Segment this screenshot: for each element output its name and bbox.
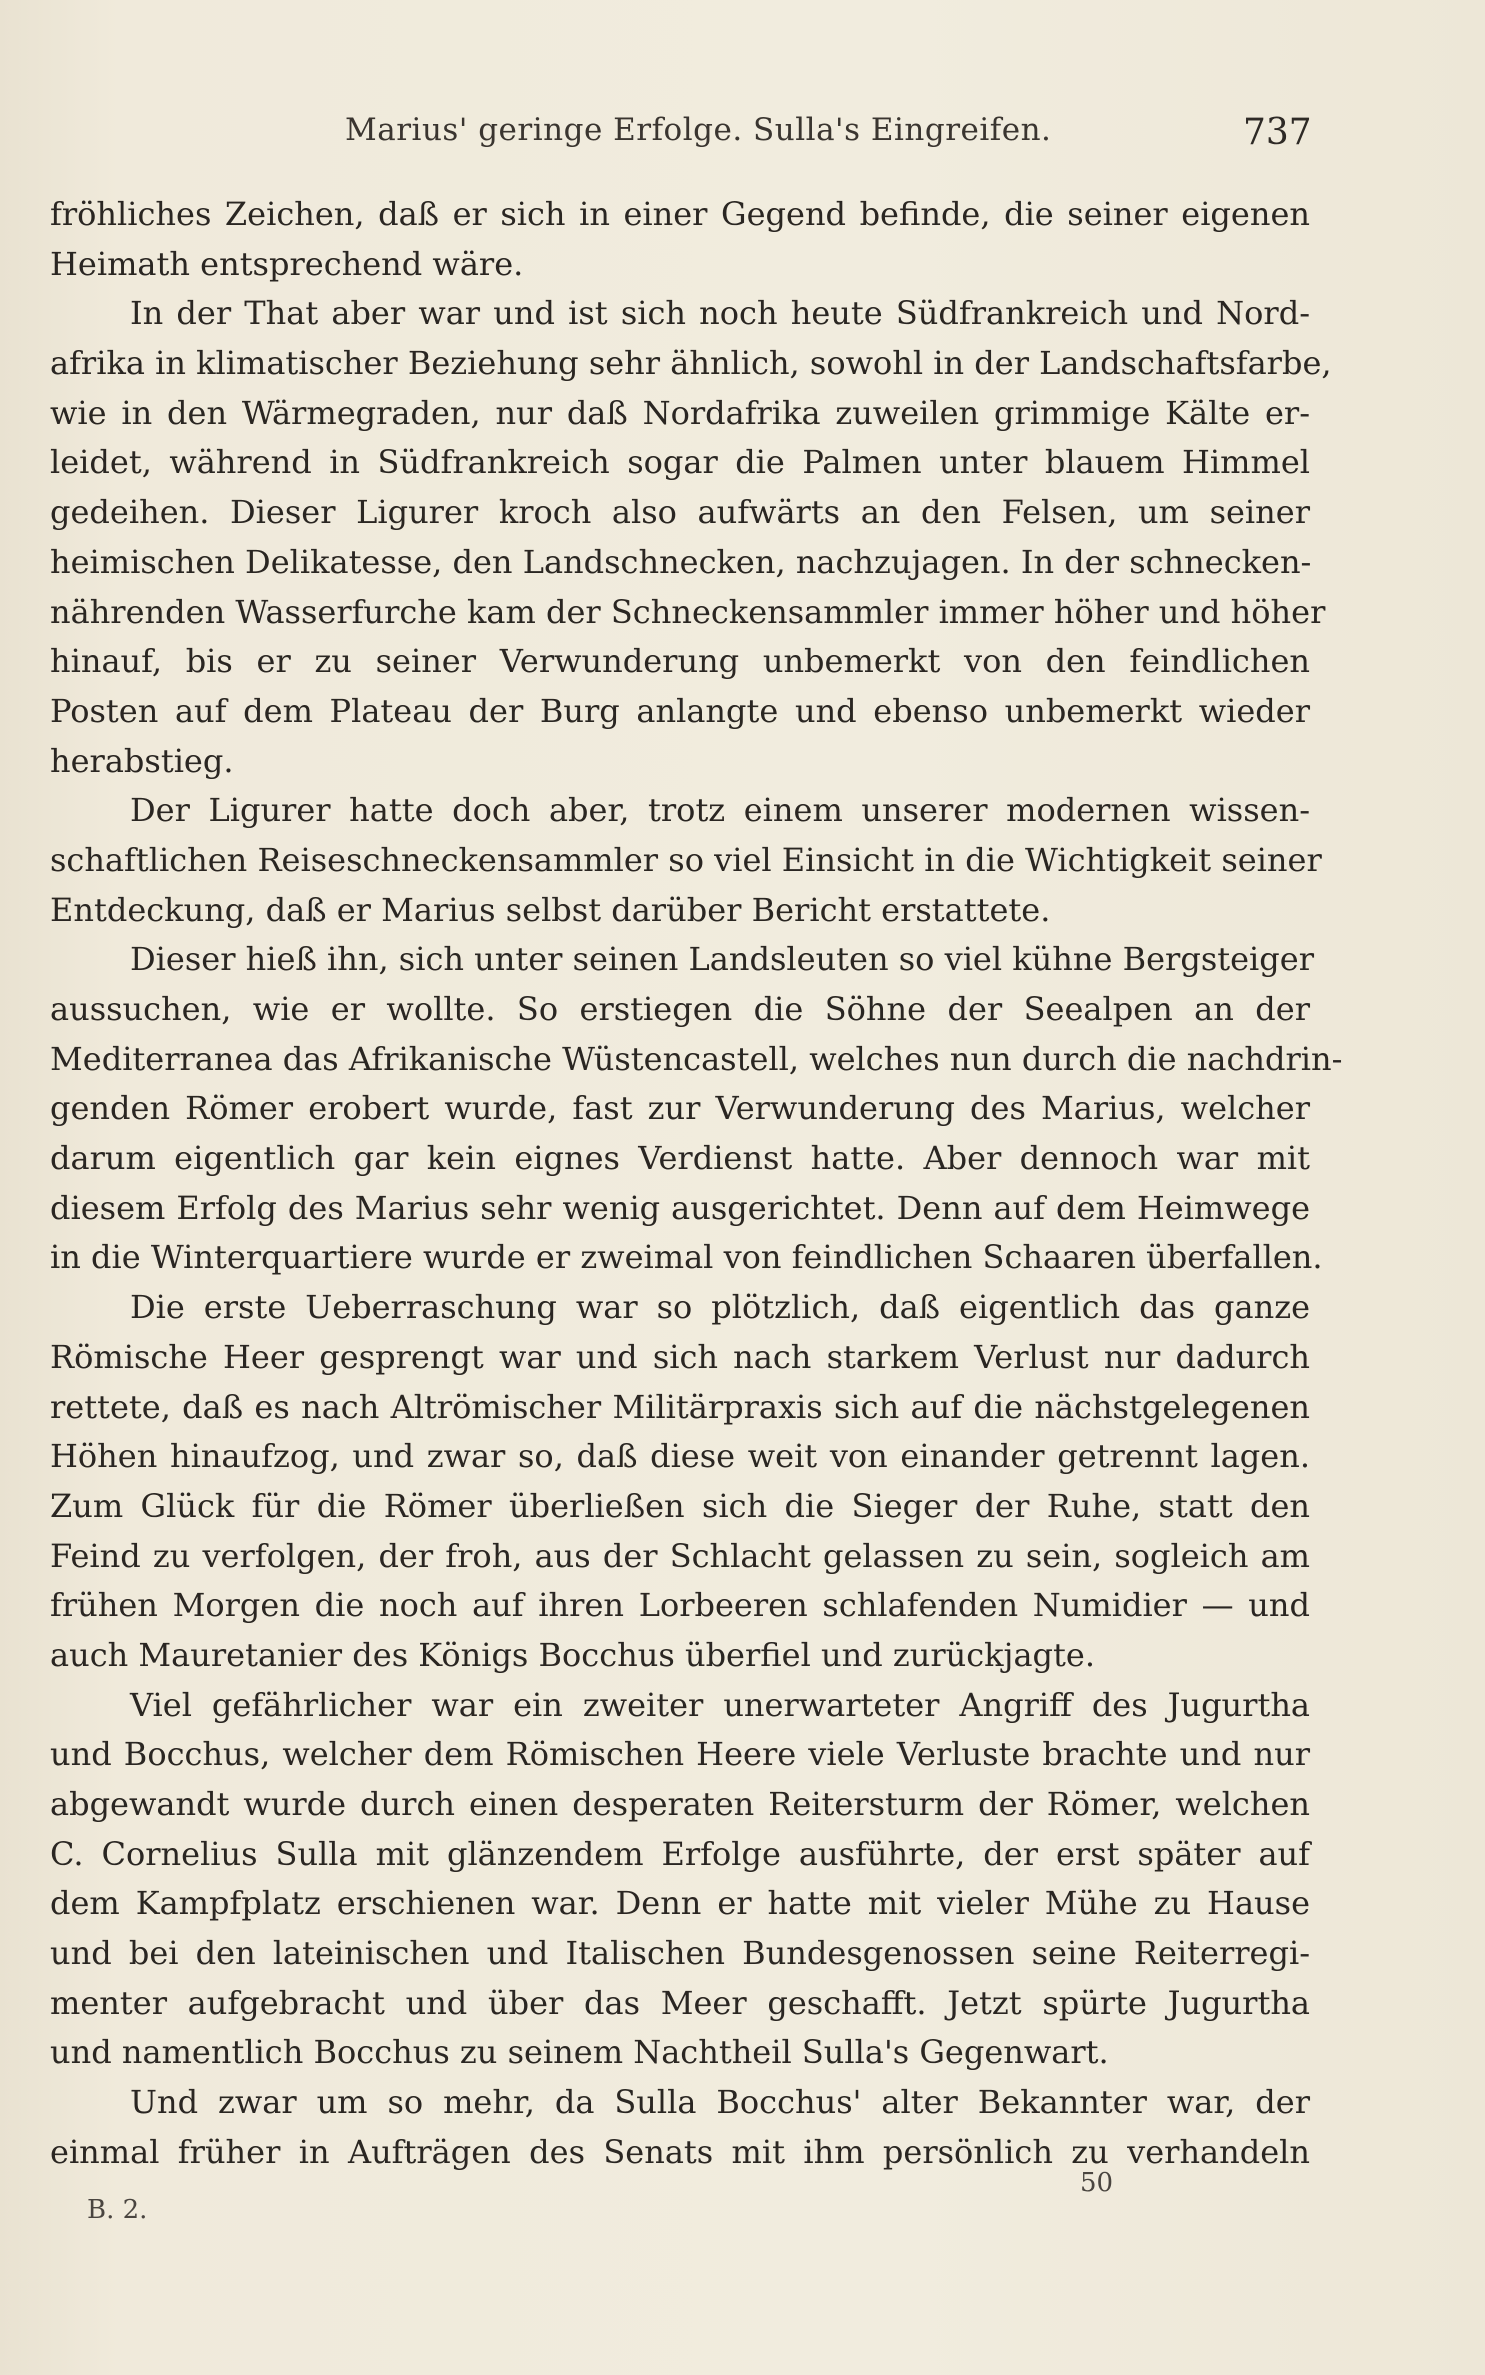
- sheet-number: 50: [1080, 2168, 1114, 2198]
- text-line: abgewandt wurde durch einen desperaten Reitersturm der Römer, welchen: [50, 1785, 1310, 1823]
- text-line: darum eigentlich gar kein eignes Verdienst hatte. Aber dennoch war mit: [50, 1139, 1310, 1178]
- text-line: Römische Heer gesprengt war und sich nach starkem Verlust nur dadurch: [50, 1337, 1310, 1376]
- text-line: wie in den Wärmegraden, nur daß Nordafrika zuweilen grimmige Kälte er-: [50, 393, 1310, 432]
- text-line: leidet, während in Südfrankreich sogar die Palmen unter blauem Himmel: [50, 443, 1310, 482]
- text-line: Der Ligurer hatte doch aber, trotz einem unserer modernen wissen-: [130, 791, 1310, 830]
- text-line: diesem Erfolg des Marius sehr wenig ausgerichtet. Denn auf dem Heimwege: [50, 1188, 1310, 1227]
- text-line: fröhliches Zeichen, daß er sich in einer Gegend befinde, die seiner eigenen: [50, 195, 1310, 233]
- text-line: hinauf, bis er zu seiner Verwunderung unbemerkt von den feindlichen: [50, 642, 1310, 681]
- text-line: Feind zu verfolgen, der froh, aus der Schlacht gelassen zu sein, sogleich am: [50, 1536, 1310, 1575]
- text-line: heimischen Delikatesse, den Landschnecken, nachzujagen. In der schnecken-: [50, 542, 1312, 581]
- text-line: Heimath entsprechend wäre.: [50, 244, 524, 283]
- running-head: Marius' geringe Erfolge. Sulla's Eingreifen.: [345, 112, 1052, 148]
- text-line: Entdeckung, daß er Marius selbst darüber Bericht erstattete.: [50, 890, 1051, 929]
- text-line: in die Winterquartiere wurde er zweimal von feindlichen Schaaren überfallen.: [50, 1238, 1323, 1277]
- text-line: Dieser hieß ihn, sich unter seinen Landsleuten so viel kühne Bergsteiger: [130, 940, 1314, 979]
- text-line: menter aufgebracht und über das Meer geschafft. Jetzt spürte Jugurtha: [50, 1983, 1310, 2022]
- text-line: nährenden Wasserfurche kam der Schneckensammler immer höher und höher: [50, 592, 1326, 631]
- body-text: [50, 190, 1343, 2178]
- text-line: Viel gefährlicher war ein zweiter unerwarteter Angriff des Jugurtha: [130, 1685, 1310, 1724]
- page-number: 737: [1243, 112, 1312, 153]
- text-line: und bei den lateinischen und Italischen Bundesgenossen seine Reiterregi-: [50, 1934, 1310, 1973]
- text-line: einmal früher in Aufträgen des Senats mit ihm persönlich zu verhandeln: [50, 2132, 1310, 2171]
- signature-mark: B. 2.: [87, 2195, 148, 2225]
- text-line: Zum Glück für die Römer überließen sich die Sieger der Ruhe, statt den: [50, 1486, 1310, 1525]
- text-line: genden Römer erobert wurde, fast zur Verwunderung des Marius, welcher: [50, 1089, 1310, 1128]
- text-line: Und zwar um so mehr, da Sulla Bocchus' alter Bekannter war, der: [130, 2083, 1310, 2122]
- text-line: In der That aber war und ist sich noch heute Südfrankreich und Nord-: [130, 294, 1310, 333]
- text-line: Posten auf dem Plateau der Burg anlangte und ebenso unbemerkt wieder: [50, 691, 1310, 730]
- text-line: frühen Morgen die noch auf ihren Lorbeeren schlafenden Numidier — und: [50, 1586, 1310, 1625]
- text-line: herabstieg.: [50, 741, 234, 780]
- text-line: auch Mauretanier des Königs Bocchus überfiel und zurückjagte.: [50, 1635, 1095, 1674]
- text-line: schaftlichen Reiseschneckensammler so viel Einsicht in die Wichtigkeit seiner: [50, 840, 1322, 879]
- text-line: Höhen hinaufzog, und zwar so, daß diese weit von einander getrennt lagen.: [50, 1437, 1310, 1476]
- text-line: rettete, daß es nach Altrömischer Militärpraxis sich auf die nächstgelegenen: [50, 1387, 1310, 1426]
- text-line: aussuchen, wie er wollte. So erstiegen die Söhne der Seealpen an der: [50, 990, 1310, 1028]
- text-line: Mediterranea das Afrikanische Wüstencastell, welches nun durch die nachdrin-: [50, 1039, 1343, 1078]
- text-line: und Bocchus, welcher dem Römischen Heere viele Verluste brachte und nur: [50, 1735, 1310, 1774]
- text-line: dem Kampfplatz erschienen war. Denn er hatte mit vieler Mühe zu Hause: [50, 1884, 1310, 1923]
- text-line: und namentlich Bocchus zu seinem Nachtheil Sulla's Gegenwart.: [50, 2033, 1109, 2072]
- text-line: Die erste Ueberraschung war so plötzlich, daß eigentlich das ganze: [130, 1288, 1310, 1327]
- text-line: gedeihen. Dieser Ligurer kroch also aufwärts an den Felsen, um seiner: [50, 493, 1310, 532]
- text-line: C. Cornelius Sulla mit glänzendem Erfolge ausführte, der erst später auf: [50, 1834, 1310, 1873]
- text-line: afrika in klimatischer Beziehung sehr ähnlich, sowohl in der Landschaftsfarbe,: [50, 344, 1332, 383]
